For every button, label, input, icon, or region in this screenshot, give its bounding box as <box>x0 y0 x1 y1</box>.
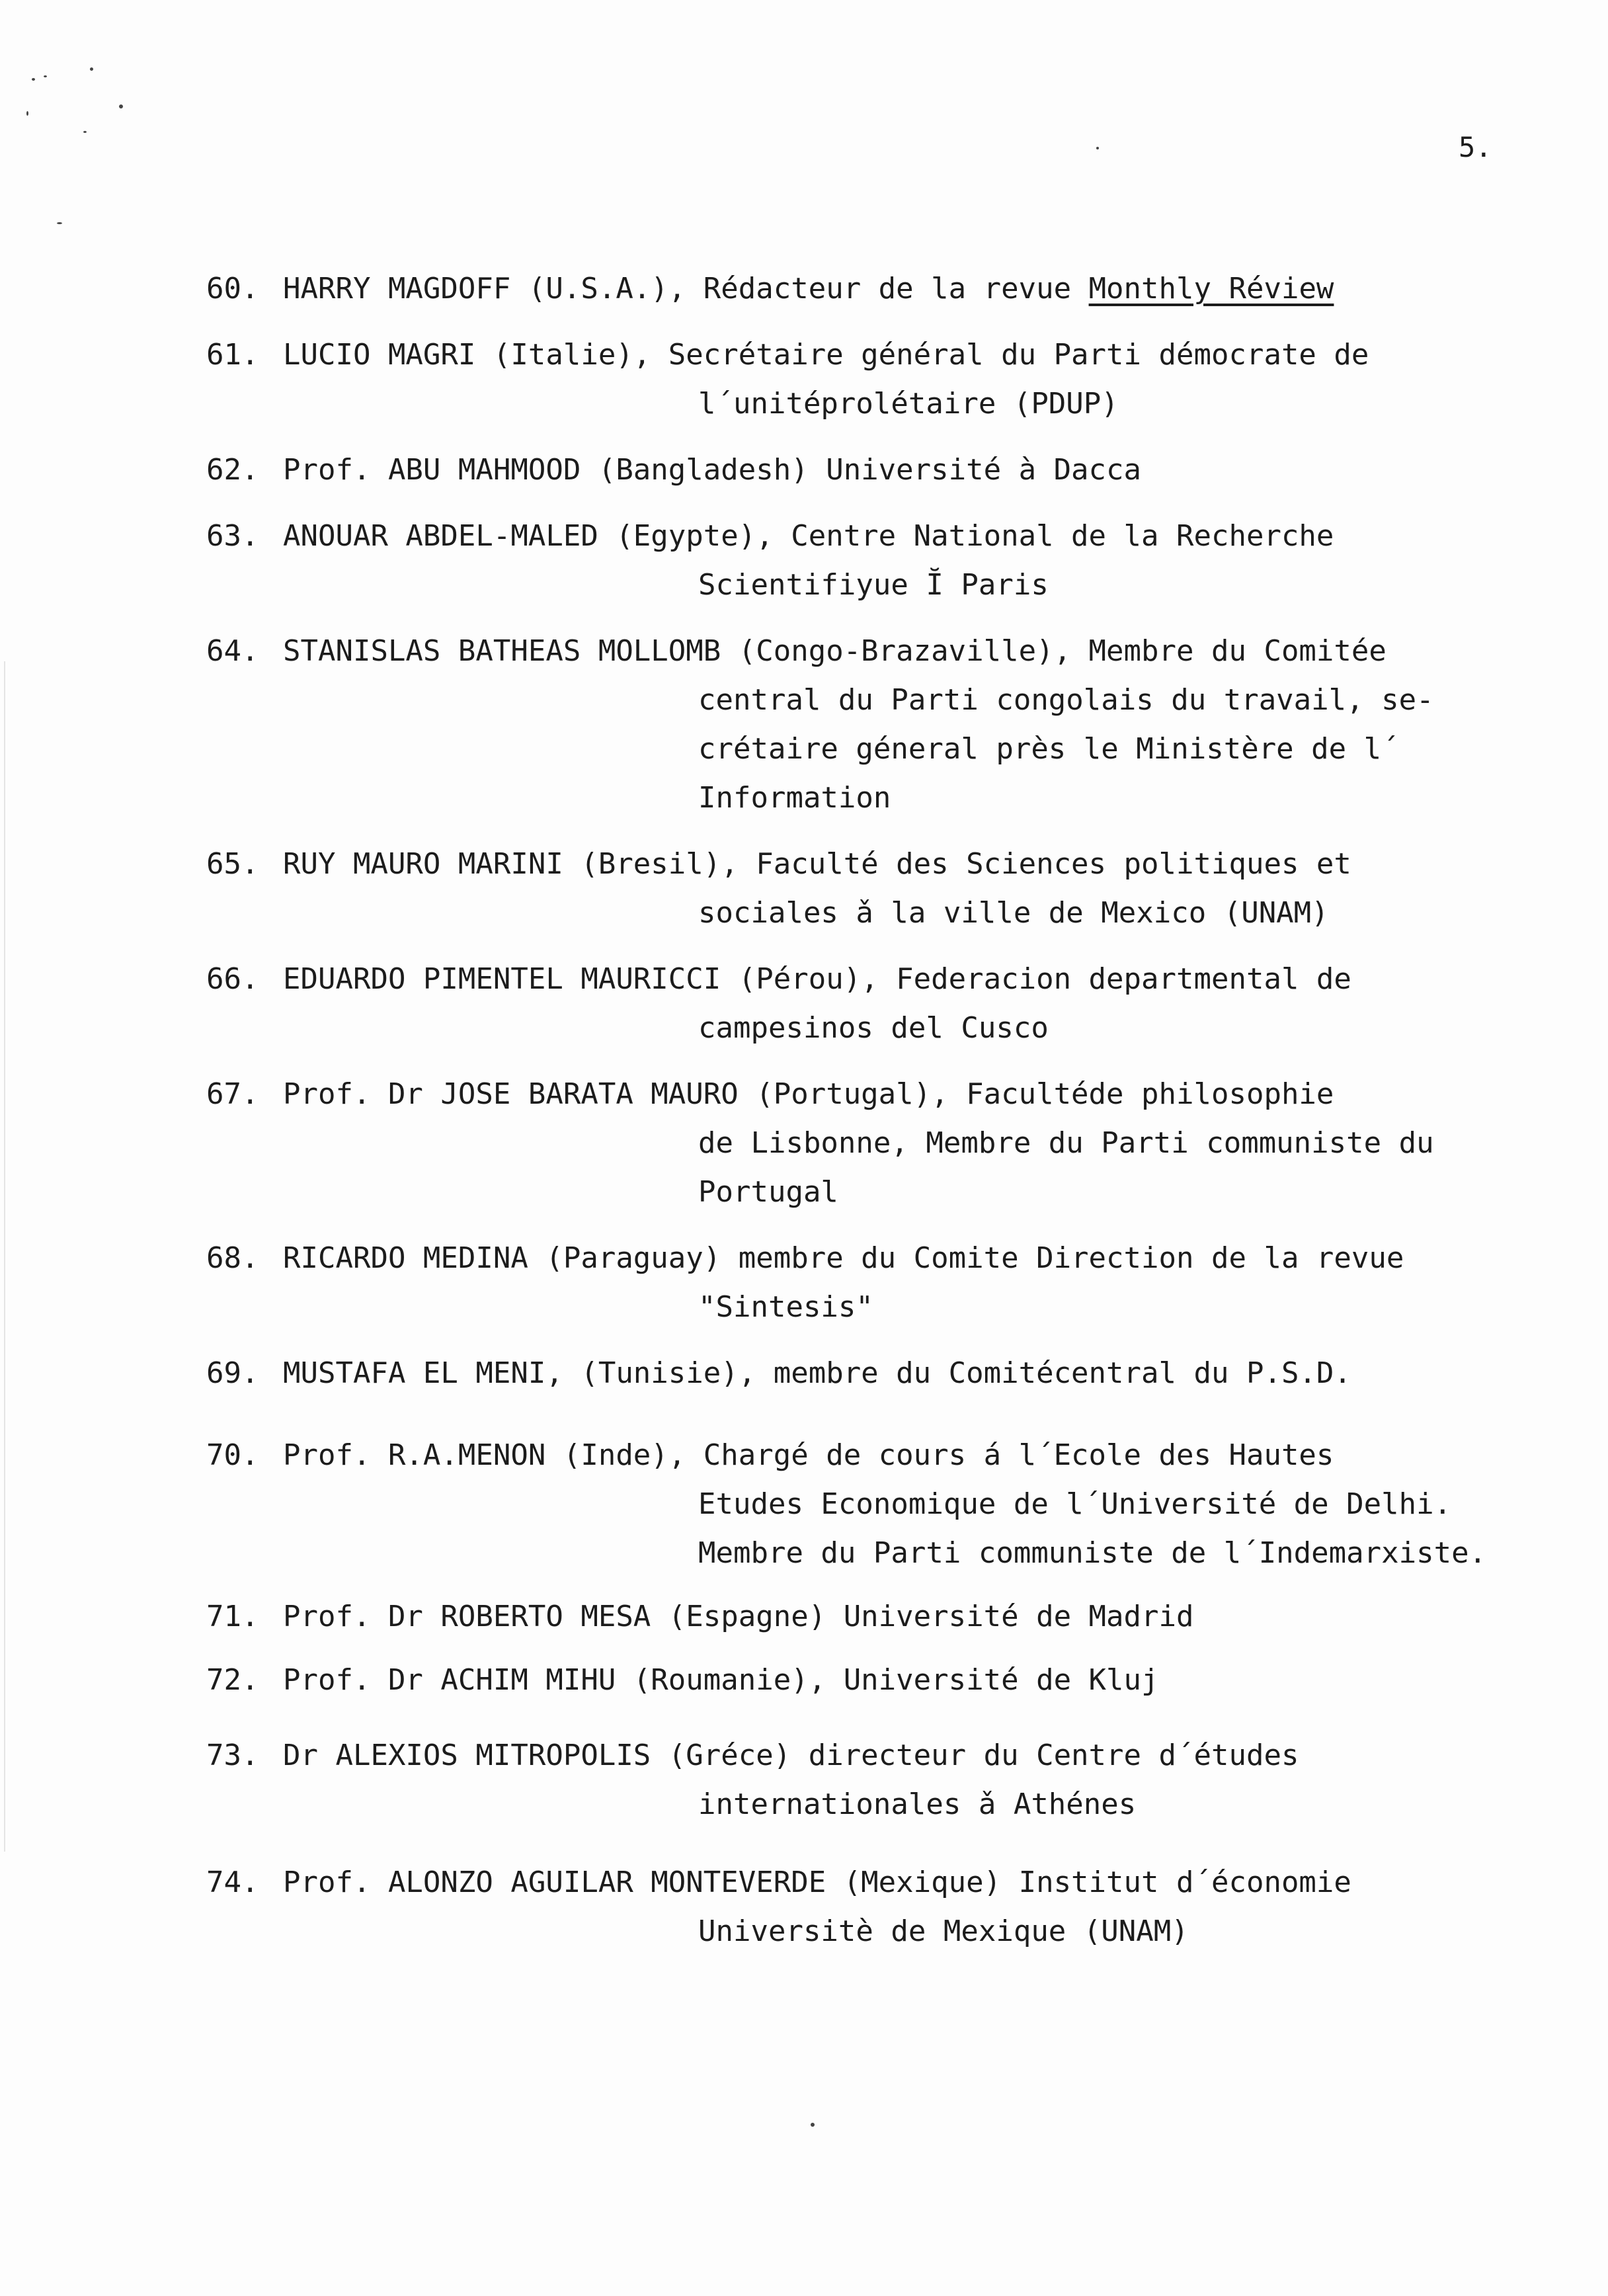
entry-text: STANISLAS BATHEAS MOLLOMB (Congo-Brazaville), Membre du Comitée <box>283 634 1387 668</box>
list-item <box>206 1592 1562 1641</box>
entry-text: MUSTAFA EL MENI, (Tunisie), membre du Comitécentral du P.S.D. <box>283 1356 1351 1390</box>
scan-speck <box>32 78 35 81</box>
list-item <box>206 1070 1562 1217</box>
list-item <box>206 627 1562 823</box>
entry-number: 61. <box>206 338 259 372</box>
entry-continuation: central du Parti congolais du travail, se- <box>698 683 1434 717</box>
entry-continuation: Information <box>698 781 891 815</box>
entry-continuation: campesinos del Cusco <box>698 1011 1049 1045</box>
scan-speck <box>90 67 93 71</box>
list-item <box>206 512 1562 610</box>
scan-speck <box>119 104 123 108</box>
scan-margin-line <box>4 661 5 1852</box>
entry-continuation: sociales ǎ la ville de Mexico (UNAM) <box>698 896 1329 930</box>
entry-continuation: l´unitéprolétaire (PDUP) <box>698 387 1119 421</box>
entry-number: 69. <box>206 1356 259 1390</box>
entry-text: Prof. Dr ROBERTO MESA (Espagne) Université de Madrid <box>283 1600 1194 1633</box>
entry-number: 67. <box>206 1077 259 1111</box>
entry-continuation: Scientifiyue Ĭ Paris <box>698 568 1049 602</box>
list-item <box>206 840 1562 938</box>
entry-number: 68. <box>206 1241 259 1275</box>
list-item <box>206 1349 1562 1398</box>
journal-title: Monthly Réview <box>1088 272 1334 306</box>
entry-text: Prof. Dr ACHIM MIHU (Roumanie), Université de Kluj <box>283 1663 1159 1697</box>
scan-speck <box>1096 147 1099 149</box>
list-item <box>206 955 1562 1053</box>
entry-number: 63. <box>206 519 259 553</box>
entry-text: Dr ALEXIOS MITROPOLIS (Gréce) directeur du Centre d´études <box>283 1739 1299 1772</box>
list-item <box>206 1656 1562 1705</box>
entry-text: Prof. ABU MAHMOOD (Bangladesh) Université à Dacca <box>283 453 1142 487</box>
entry-number: 66. <box>206 962 259 996</box>
list-item <box>206 1731 1562 1829</box>
entry-continuation: internationales ǎ Athénes <box>698 1787 1137 1821</box>
page-number: 5. <box>1459 131 1492 163</box>
list-item <box>206 265 1562 313</box>
entry-continuation: de Lisbonne, Membre du Parti communiste du <box>698 1126 1434 1160</box>
entry-continuation: Membre du Parti communiste de l´Indemarxiste. <box>698 1536 1487 1570</box>
entry-number: 64. <box>206 634 259 668</box>
entry-number: 70. <box>206 1438 259 1472</box>
list-item <box>206 331 1562 429</box>
scan-speck <box>44 75 47 77</box>
list-item <box>206 1234 1562 1332</box>
entry-text: HARRY MAGDOFF (U.S.A.), Rédacteur de la revue <box>283 272 1089 306</box>
entry-number: 65. <box>206 847 259 881</box>
entry-text: EDUARDO PIMENTEL MAURICCI (Pérou), Federacion departmental de <box>283 962 1351 996</box>
entry-number: 62. <box>206 453 259 487</box>
scan-speck <box>811 2123 815 2127</box>
entry-number: 73. <box>206 1739 259 1772</box>
entry-continuation: Etudes Economique de l´Université de Delhi. <box>698 1487 1452 1521</box>
entry-text: Prof. Dr JOSE BARATA MAURO (Portugal), Facultéde philosophie <box>283 1077 1334 1111</box>
entry-number: 72. <box>206 1663 259 1697</box>
list-item <box>206 1858 1562 1956</box>
scan-speck <box>57 222 62 224</box>
entry-text: ANOUAR ABDEL-MALED (Egypte), Centre National de la Recherche <box>283 519 1334 553</box>
list-item <box>206 1431 1562 1578</box>
entry-text: RUY MAURO MARINI (Bresil), Faculté des Sciences politiques et <box>283 847 1351 881</box>
entry-text: Prof. R.A.MENON (Inde), Chargé de cours á l´Ecole des Hautes <box>283 1438 1334 1472</box>
entry-number: 60. <box>206 272 259 306</box>
entry-continuation: Universitè de Mexique (UNAM) <box>698 1914 1189 1948</box>
list-item <box>206 446 1562 495</box>
entry-list <box>206 265 1562 1956</box>
scan-speck <box>26 111 28 116</box>
entry-text: RICARDO MEDINA (Paraguay) membre du Comite Direction de la revue <box>283 1241 1404 1275</box>
entry-text: LUCIO MAGRI (Italie), Secrétaire général du Parti démocrate de <box>283 338 1369 372</box>
entry-continuation: Portugal <box>698 1175 838 1209</box>
entry-continuation: crétaire géneral près le Ministère de l´ <box>698 732 1399 766</box>
scan-speck <box>83 131 87 133</box>
entry-number: 71. <box>206 1600 259 1633</box>
entry-number: 74. <box>206 1866 259 1899</box>
entry-continuation: "Sintesis" <box>698 1290 873 1324</box>
entry-text: Prof. ALONZO AGUILAR MONTEVERDE (Mexique) Institut d´économie <box>283 1866 1351 1899</box>
